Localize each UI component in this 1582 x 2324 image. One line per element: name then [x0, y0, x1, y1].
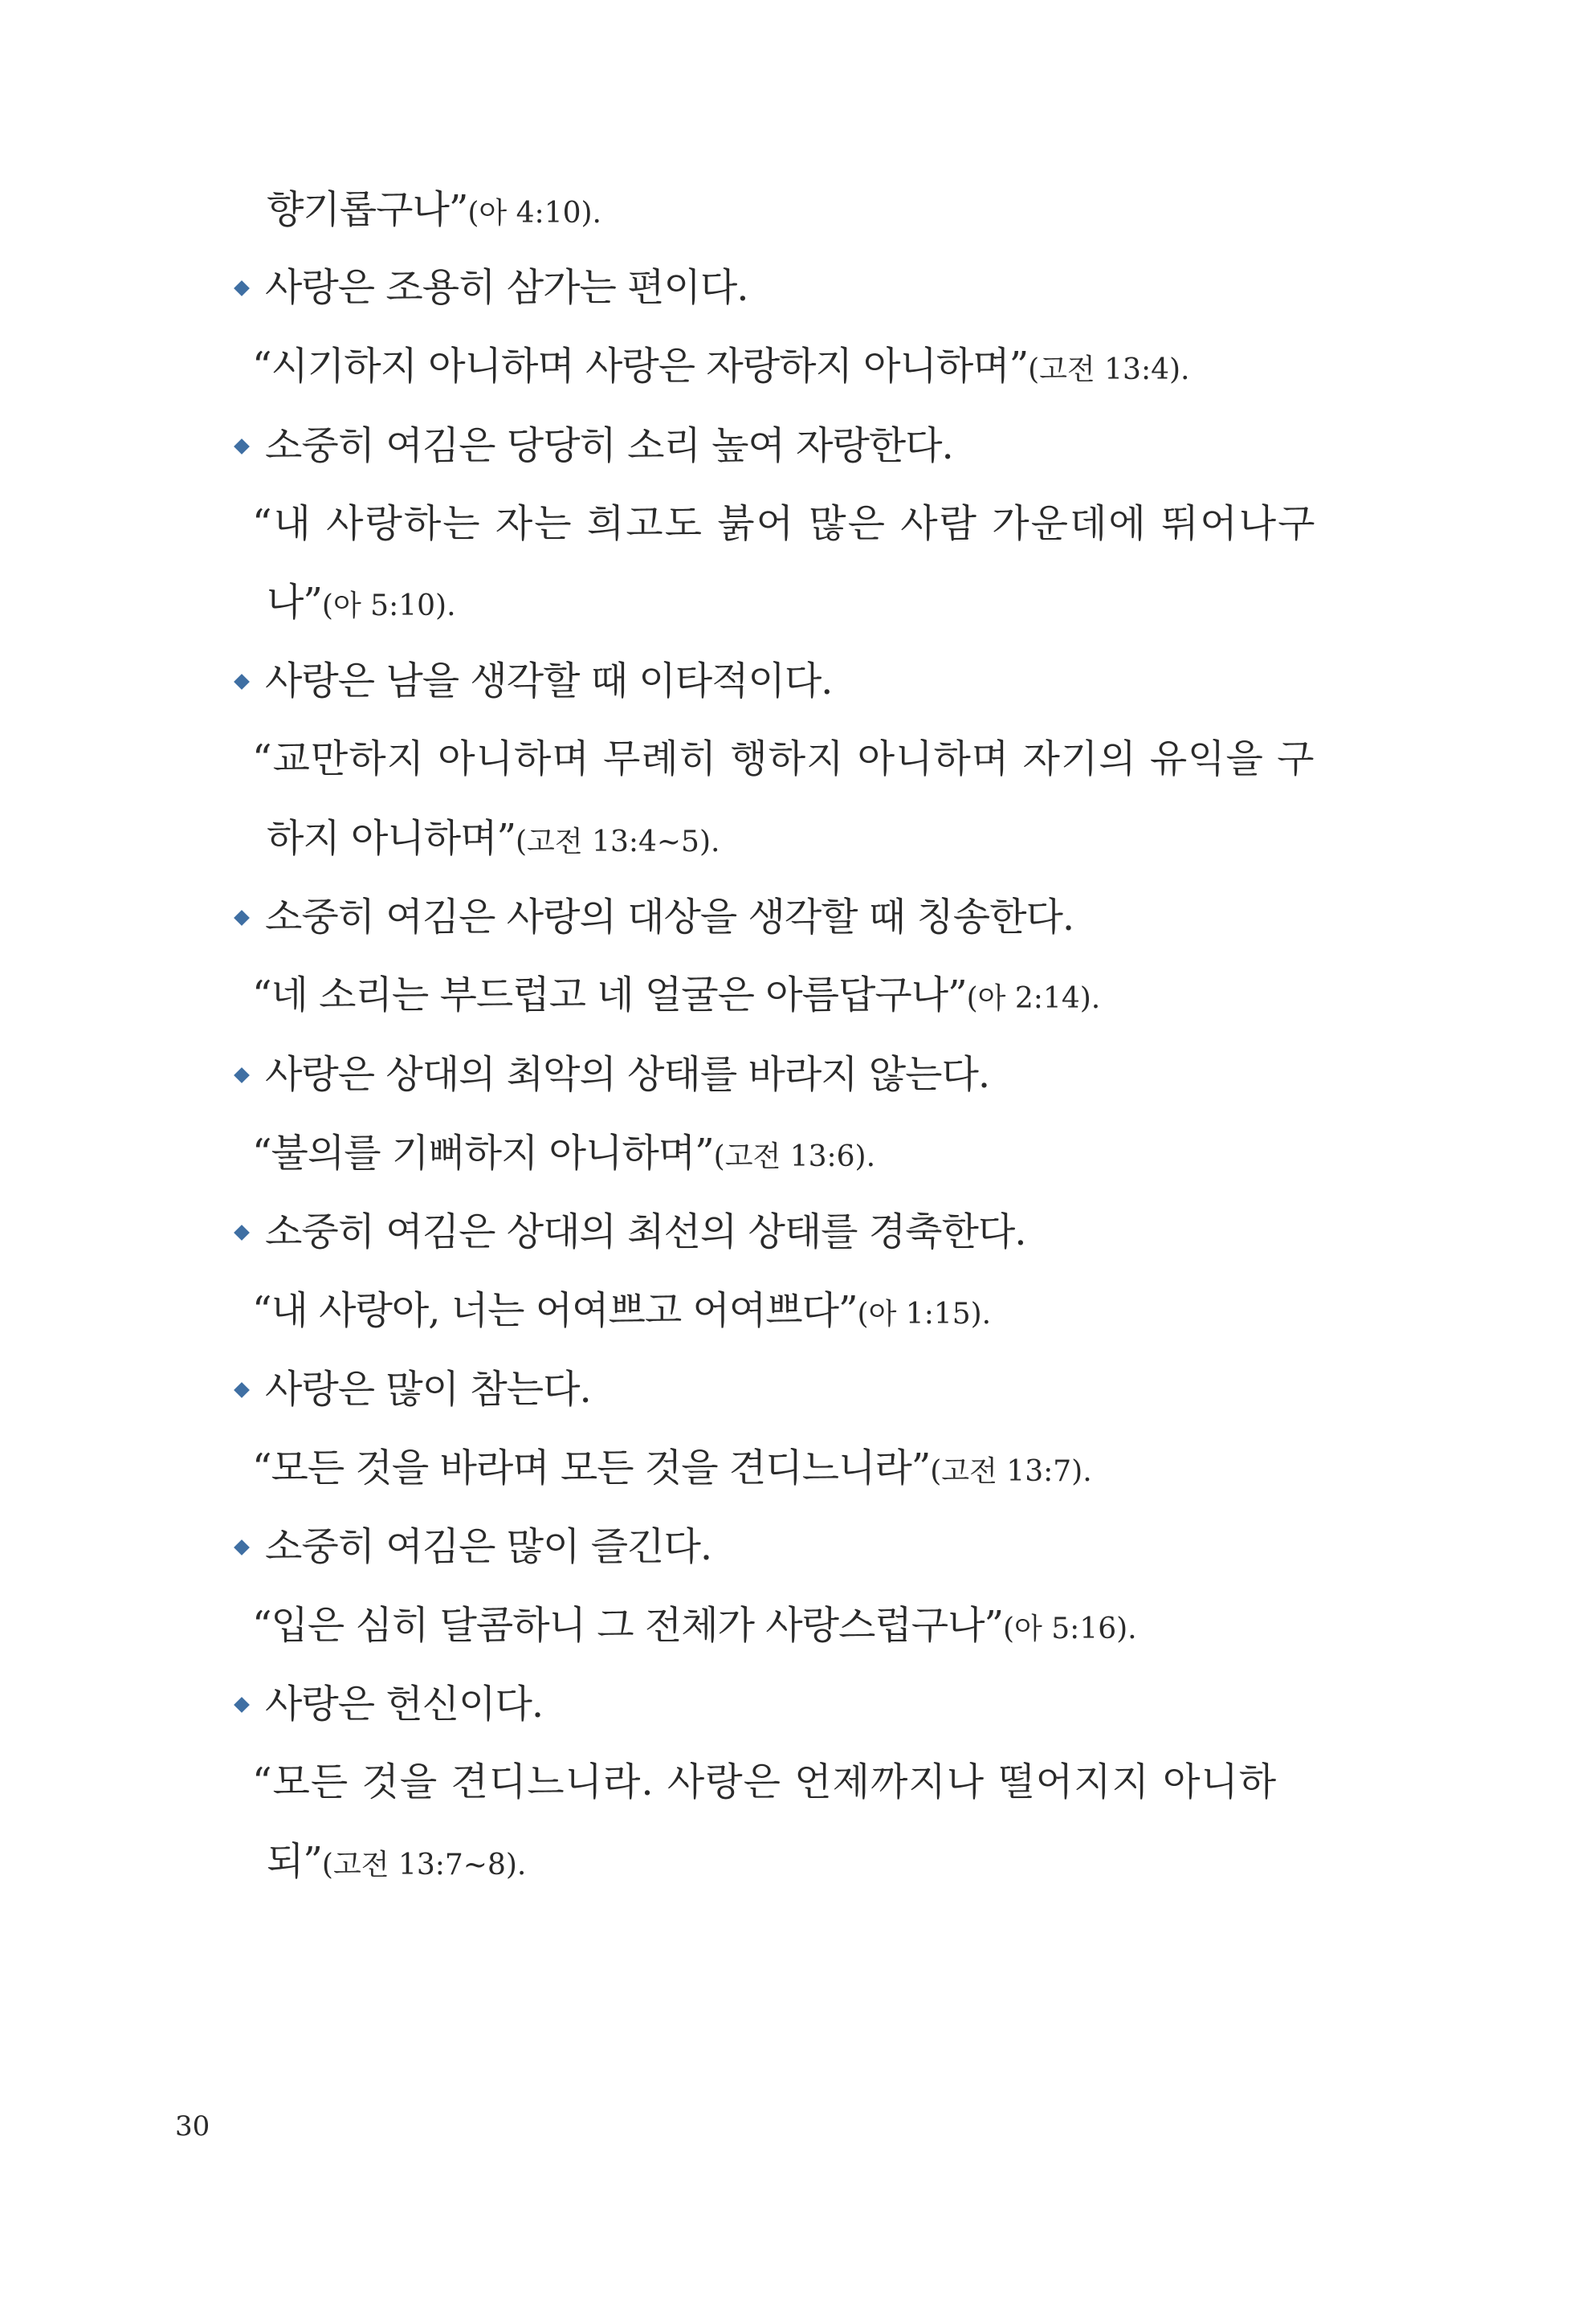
quote-text: “모든 것을 바라며 모든 것을 견디느니라”: [252, 1445, 931, 1490]
diamond-bullet-icon: [234, 1697, 250, 1713]
scripture-reference: (아 1:15).: [857, 1298, 992, 1331]
continuation-line: [267, 184, 601, 239]
scripture-reference: (아 4:10).: [467, 197, 601, 230]
bullet-text: 사랑은 조용히 삼가는 편이다.: [265, 265, 748, 310]
scripture-reference: (고전 13:7).: [930, 1455, 1092, 1488]
quote-line: [252, 969, 1100, 1025]
line-text: 나”: [267, 580, 322, 625]
bullet-point: [233, 262, 748, 313]
quote-line: [252, 1756, 1277, 1808]
diamond-bullet-icon: [234, 280, 250, 296]
continuation-line: [267, 813, 720, 868]
bullet-point: [233, 1678, 543, 1730]
diamond-bullet-icon: [234, 1225, 250, 1241]
quote-line: [252, 733, 1315, 785]
scripture-reference: (고전 13:4).: [1028, 353, 1190, 386]
page-number: 30: [175, 2110, 210, 2143]
bullet-text: 사랑은 남을 생각할 때 이타적이다.: [265, 658, 833, 703]
scripture-reference: (고전 13:7~8).: [321, 1849, 527, 1882]
bullet-text: 소중히 여김은 당당히 소리 높여 자랑한다.: [265, 423, 953, 468]
scripture-reference: (고전 13:4~5).: [516, 826, 720, 858]
diamond-bullet-icon: [234, 1539, 250, 1555]
bullet-point: [233, 655, 832, 707]
line-text: 하지 아니하며”: [267, 816, 516, 861]
continuation-line: [267, 1836, 526, 1891]
bullet-point: [233, 420, 953, 471]
quote-line: [252, 1442, 1092, 1498]
quote-text: “불의를 기뻐하지 아니하며”: [252, 1131, 714, 1176]
quote-line: [252, 1127, 875, 1183]
bullet-point: [233, 1521, 711, 1572]
quote-text: “내 사랑아, 너는 어여쁘고 어여쁘다”: [252, 1288, 858, 1333]
quote-line: [252, 498, 1316, 549]
quote-line: [252, 1285, 991, 1340]
diamond-bullet-icon: [234, 1067, 250, 1083]
bullet-point: [233, 1364, 591, 1415]
quote-line: [252, 340, 1189, 396]
line-text: 되”: [267, 1839, 322, 1884]
quote-text: “모든 것을 견디느니라. 사랑은 언제까지나 떨어지지 아니하: [252, 1759, 1278, 1804]
diamond-bullet-icon: [234, 438, 250, 455]
quote-line: [252, 1600, 1137, 1655]
scripture-reference: (아 2:14).: [966, 982, 1101, 1015]
bullet-text: 사랑은 헌신이다.: [265, 1682, 544, 1727]
bullet-text: 소중히 여김은 많이 즐긴다.: [265, 1524, 712, 1569]
diamond-bullet-icon: [234, 910, 250, 926]
bullet-text: 사랑은 상대의 최악의 상태를 바라지 않는다.: [265, 1052, 990, 1097]
continuation-line: [267, 577, 456, 632]
bullet-point: [233, 891, 1074, 943]
bullet-point: [233, 1049, 989, 1100]
bullet-point: [233, 1206, 1026, 1258]
bullet-text: 소중히 여김은 상대의 최선의 상태를 경축한다.: [265, 1209, 1026, 1254]
bullet-text: 사랑은 많이 참는다.: [265, 1367, 591, 1412]
scripture-reference: (아 5:16).: [1003, 1613, 1137, 1645]
quote-text: “교만하지 아니하며 무례히 행하지 아니하며 자기의 유익을 구: [252, 736, 1315, 781]
quote-text: “내 사랑하는 자는 희고도 붉어 많은 사람 가운데에 뛰어나구: [252, 501, 1317, 546]
line-text: 향기롭구나”: [267, 187, 468, 232]
quote-text: “시기하지 아니하며 사랑은 자랑하지 아니하며”: [252, 344, 1029, 389]
scripture-reference: (아 5:10).: [321, 589, 456, 622]
diamond-bullet-icon: [234, 1382, 250, 1398]
scripture-reference: (고전 13:6).: [713, 1140, 876, 1173]
diamond-bullet-icon: [234, 674, 250, 690]
bullet-text: 소중히 여김은 사랑의 대상을 생각할 때 칭송한다.: [265, 895, 1074, 940]
quote-text: “입은 심히 달콤하니 그 전체가 사랑스럽구나”: [252, 1603, 1003, 1648]
quote-text: “네 소리는 부드럽고 네 얼굴은 아름답구나”: [252, 972, 967, 1017]
